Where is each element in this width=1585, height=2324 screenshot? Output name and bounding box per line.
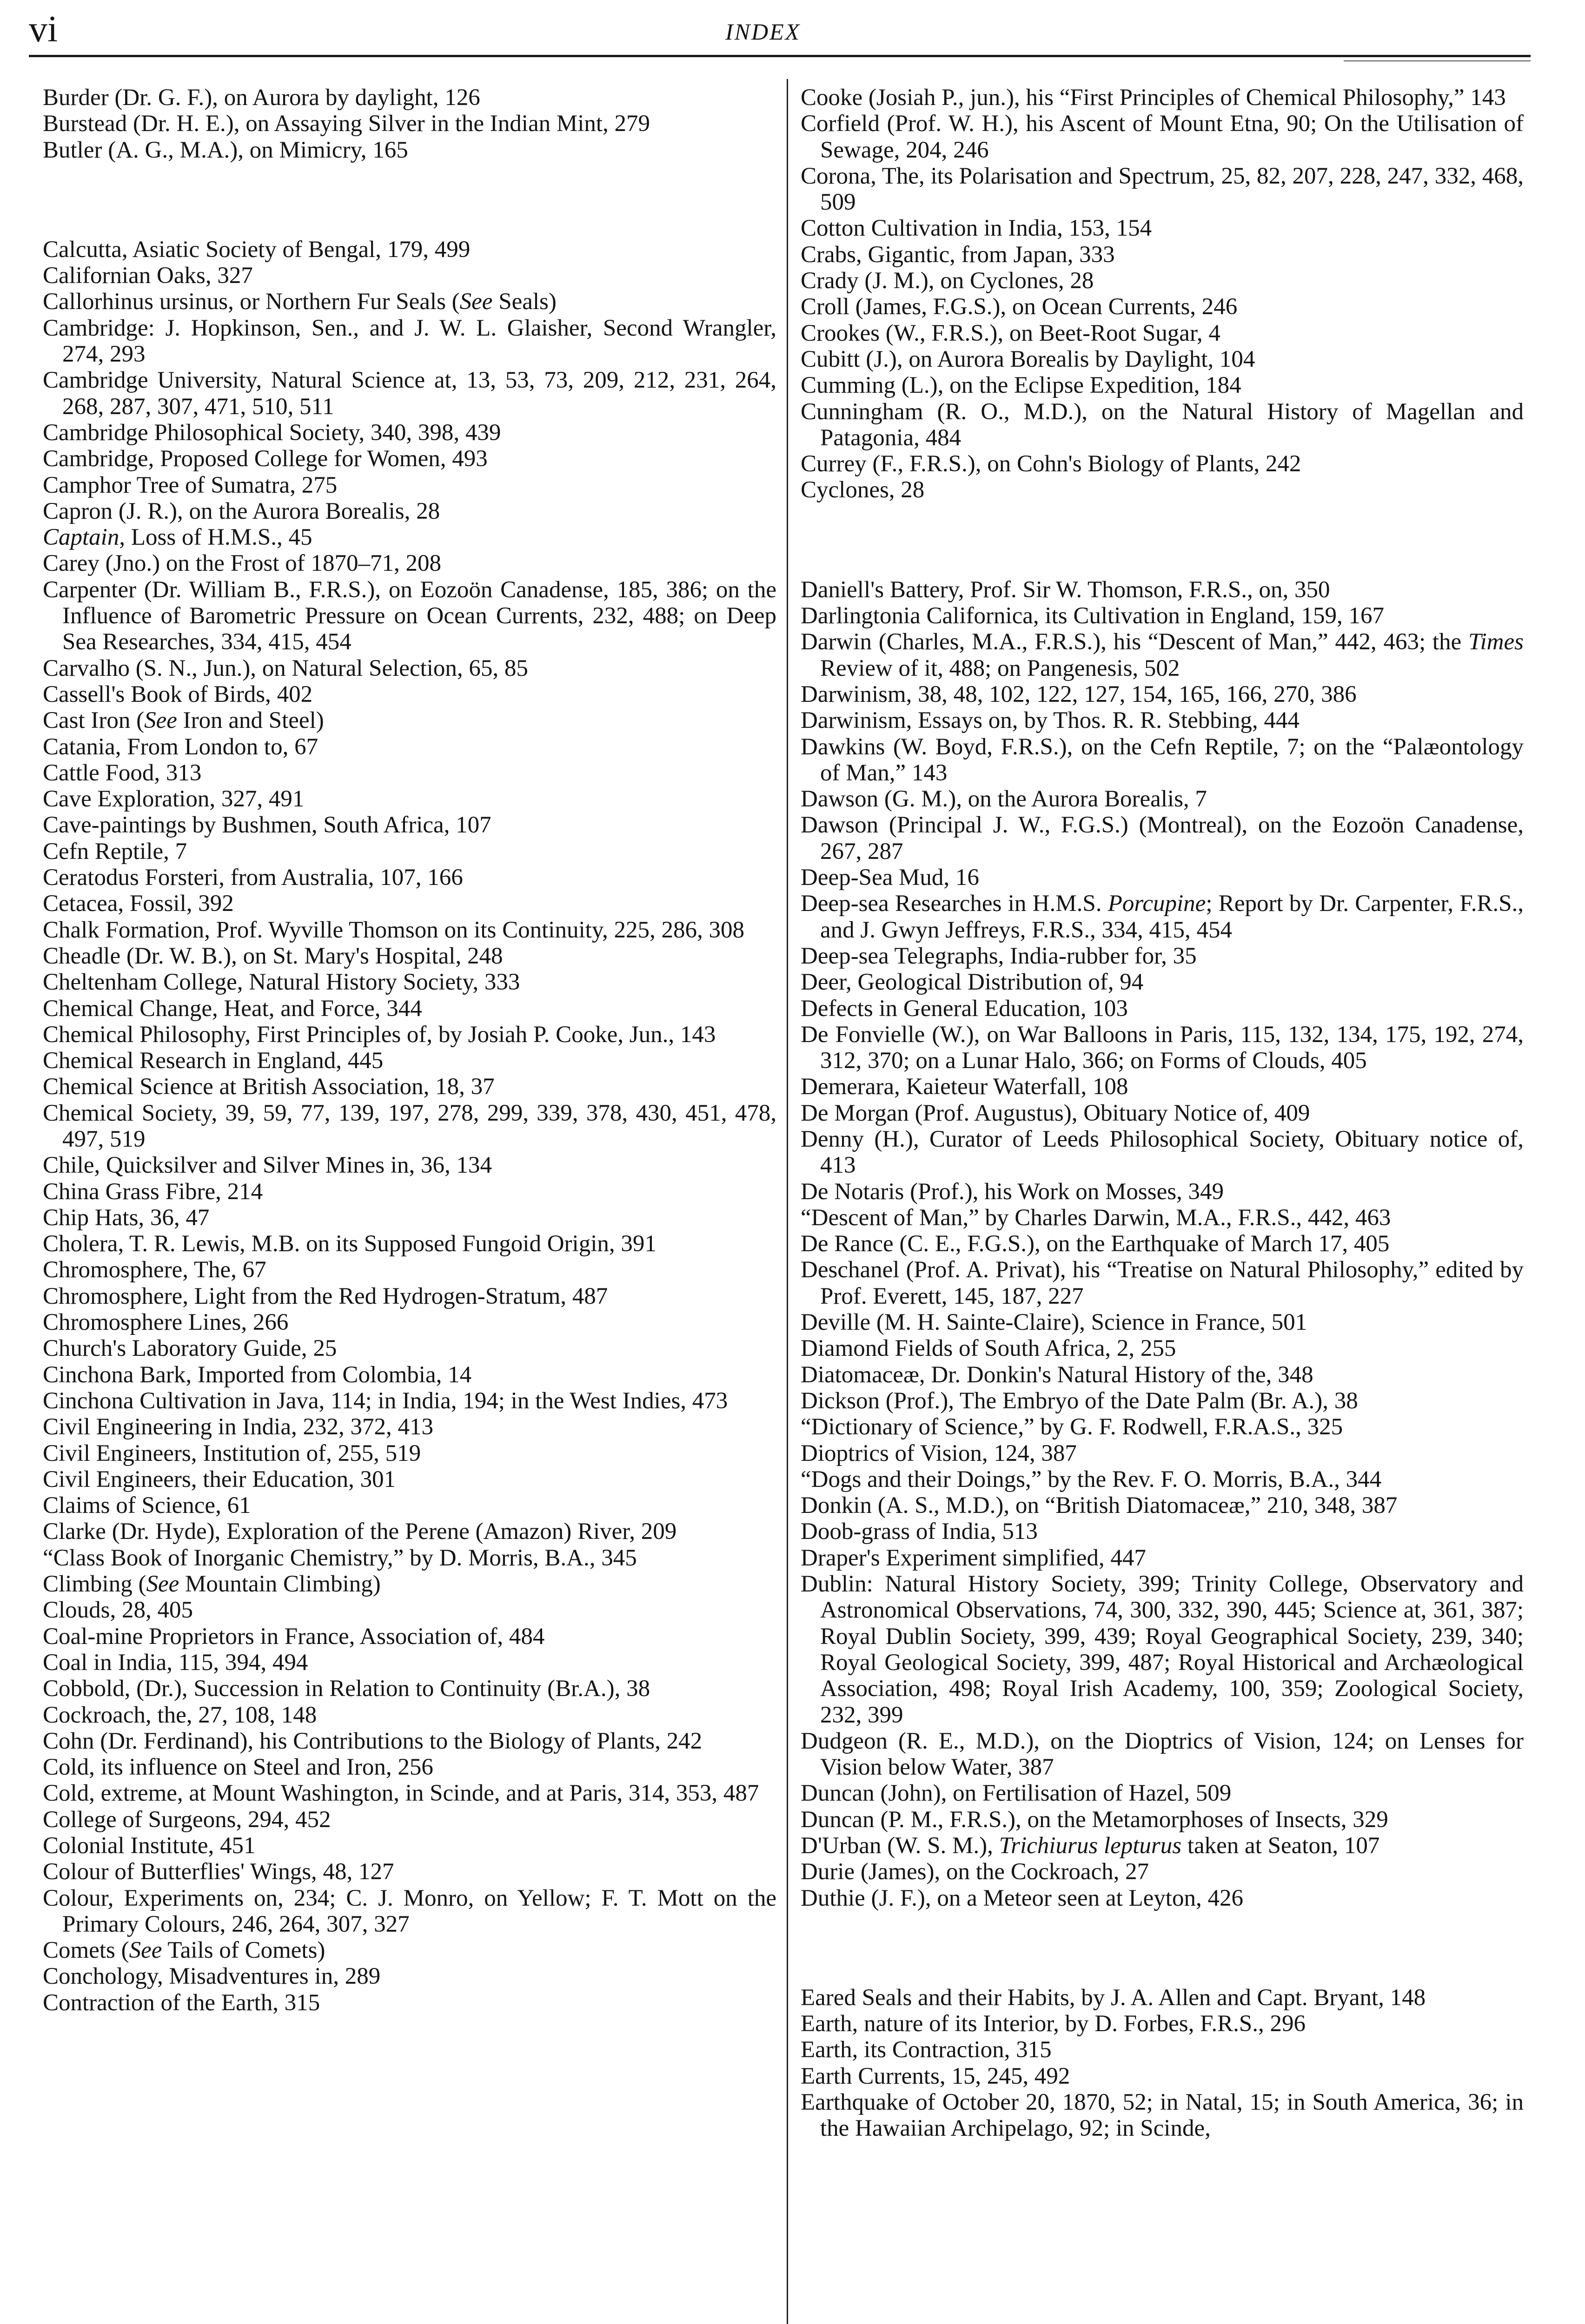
index-entry: Earth Currents, 15, 245, 492 xyxy=(801,2063,1070,2089)
index-entry: “Descent of Man,” by Charles Darwin, M.A., F.R.S., 442, 463 xyxy=(801,1204,1391,1231)
index-entry: China Grass Fibre, 214 xyxy=(43,1178,263,1205)
index-entry: Dawson (G. M.), on the Aurora Borealis, 7 xyxy=(801,786,1207,812)
index-entry: Contraction of the Earth, 315 xyxy=(43,1989,320,2016)
index-entry: Comets (See Tails of Comets) xyxy=(43,1937,325,1964)
index-entry: Cave-paintings by Bushmen, South Africa, 107 xyxy=(43,812,491,838)
index-entry: Deville (M. H. Sainte-Claire), Science in France, 501 xyxy=(801,1309,1307,1336)
index-entry: Cold, its influence on Steel and Iron, 256 xyxy=(43,1754,433,1781)
index-entry: D'Urban (W. S. M.), Trichiurus lepturus taken at Seaton, 107 xyxy=(801,1833,1380,1859)
index-entry: Diatomaceæ, Dr. Donkin's Natural History of the, 348 xyxy=(801,1361,1313,1388)
index-entry: Dioptrics of Vision, 124, 387 xyxy=(801,1440,1077,1466)
index-entry: Chemical Change, Heat, and Force, 344 xyxy=(43,995,422,1022)
index-entry: Dickson (Prof.), The Embryo of the Date Palm (Br. A.), 38 xyxy=(801,1387,1358,1414)
index-entry: “Dictionary of Science,” by G. F. Rodwell, F.R.A.S., 325 xyxy=(801,1414,1343,1440)
index-entry: De Rance (C. E., F.G.S.), on the Earthquake of March 17, 405 xyxy=(801,1231,1390,1257)
index-entry: Cohn (Dr. Ferdinand), his Contributions to the Biology of Plants, 242 xyxy=(43,1728,703,1754)
index-entry: Earthquake of October 20, 1870, 52; in Natal, 15; in South America, 36; in the Hawaiian Archipelago, 92; in Scinde, xyxy=(801,2089,1524,2142)
index-entry: Cholera, T. R. Lewis, M.B. on its Supposed Fungoid Origin, 391 xyxy=(43,1231,657,1257)
index-entry: “Dogs and their Doings,” by the Rev. F. O. Morris, B.A., 344 xyxy=(801,1466,1382,1492)
index-entry: Defects in General Education, 103 xyxy=(801,995,1128,1022)
index-entry: Cattle Food, 313 xyxy=(43,759,202,786)
index-entry: Colour, Experiments on, 234; C. J. Monro, on Yellow; F. T. Mott on the Primary Colours, 246, 264, 307, 327 xyxy=(43,1885,776,1937)
index-entry: Crookes (W., F.R.S.), on Beet-Root Sugar, 4 xyxy=(801,320,1220,346)
index-entry: Dublin: Natural History Society, 399; Trinity College, Observatory and Astronomical Observations, 74, 300, 332, 390, 445; Science at, 361, 387; Royal Dublin Society, 399, 439; Royal Geographical Society, 239, 340; Royal Geological Society, 399, 487; Royal Historical and Archæological Association, 498; Royal Irish Academy, 100, 359; Zoological Society, 232, 399 xyxy=(801,1571,1524,1728)
index-entry: Cinchona Bark, Imported from Colombia, 14 xyxy=(43,1361,472,1388)
index-entry: Deep-sea Researches in H.M.S. Porcupine; Report by Dr. Carpenter, F.R.S., and J. Gwyn Jeffreys, F.R.S., 334, 415, 454 xyxy=(801,891,1524,943)
index-entry: Cumming (L.), on the Eclipse Expedition, 184 xyxy=(801,372,1241,399)
index-entry: Clouds, 28, 405 xyxy=(43,1597,193,1624)
index-entry: Cold, extreme, at Mount Washington, in Scinde, and at Paris, 314, 353, 487 xyxy=(43,1780,759,1807)
index-entry: Chalk Formation, Prof. Wyville Thomson on its Continuity, 225, 286, 308 xyxy=(43,917,745,943)
index-entry: Cobbold, (Dr.), Succession in Relation to Continuity (Br.A.), 38 xyxy=(43,1676,650,1702)
index-entry: Eared Seals and their Habits, by J. A. Allen and Capt. Bryant, 148 xyxy=(801,1984,1426,2011)
column-divider xyxy=(787,79,788,2324)
index-entry: “Class Book of Inorganic Chemistry,” by D. Morris, B.A., 345 xyxy=(43,1545,637,1571)
index-entry: Duncan (P. M., F.R.S.), on the Metamorphoses of Insects, 329 xyxy=(801,1806,1388,1833)
index-entry: Darwinism, 38, 48, 102, 122, 127, 154, 165, 166, 270, 386 xyxy=(801,681,1357,707)
index-entry: Cambridge University, Natural Science at, 13, 53, 73, 209, 212, 231, 264, 268, 287, 307, 471, 510, 511 xyxy=(43,367,776,420)
index-entry: De Morgan (Prof. Augustus), Obituary Notice of, 409 xyxy=(801,1100,1310,1126)
index-entry: Currey (F., F.R.S.), on Cohn's Biology of Plants, 242 xyxy=(801,451,1301,477)
index-entry: Californian Oaks, 327 xyxy=(43,263,253,289)
index-entry: Camphor Tree of Sumatra, 275 xyxy=(43,472,338,498)
index-entry: Chile, Quicksilver and Silver Mines in, 36, 134 xyxy=(43,1152,492,1179)
index-entry: Cooke (Josiah P., jun.), his “First Principles of Chemical Philosophy,” 143 xyxy=(801,85,1506,111)
index-entry: Darwinism, Essays on, by Thos. R. R. Stebbing, 444 xyxy=(801,707,1300,734)
index-entry: Chromosphere Lines, 266 xyxy=(43,1309,289,1336)
index-entry: Carey (Jno.) on the Frost of 1870–71, 208 xyxy=(43,550,441,577)
index-entry: Darwin (Charles, M.A., F.R.S.), his “Descent of Man,” 442, 463; the Times Review of it, 488; on Pangenesis, 502 xyxy=(801,629,1524,681)
index-entry: Colonial Institute, 451 xyxy=(43,1833,256,1859)
index-entry: Carvalho (S. N., Jun.), on Natural Selection, 65, 85 xyxy=(43,655,528,681)
index-entry: Captain, Loss of H.M.S., 45 xyxy=(43,524,312,551)
index-entry: Civil Engineering in India, 232, 372, 413 xyxy=(43,1414,433,1440)
index-entry: Demerara, Kaieteur Waterfall, 108 xyxy=(801,1074,1128,1100)
index-entry: Cave Exploration, 327, 491 xyxy=(43,786,305,812)
index-entry: Capron (J. R.), on the Aurora Borealis, 28 xyxy=(43,498,440,524)
header-rule-secondary xyxy=(1344,60,1531,61)
index-entry: Cassell's Book of Birds, 402 xyxy=(43,681,313,707)
index-entry: Colour of Butterflies' Wings, 48, 127 xyxy=(43,1859,394,1885)
page-number: vi xyxy=(29,9,58,50)
index-entry: Cheadle (Dr. W. B.), on St. Mary's Hospital, 248 xyxy=(43,943,503,969)
index-entry: Cinchona Cultivation in Java, 114; in India, 194; in the West Indies, 473 xyxy=(43,1387,728,1414)
index-entry: Coal in India, 115, 394, 494 xyxy=(43,1649,308,1676)
index-column-left xyxy=(43,85,776,2016)
index-entry: Dudgeon (R. E., M.D.), on the Dioptrics of Vision, 124; on Lenses for Vision below Water, 387 xyxy=(801,1728,1524,1781)
index-entry: Doob-grass of India, 513 xyxy=(801,1519,1038,1545)
index-entry: Chemical Philosophy, First Principles of, by Josiah P. Cooke, Jun., 143 xyxy=(43,1021,716,1048)
index-entry: Deer, Geological Distribution of, 94 xyxy=(801,969,1144,996)
index-entry: Carpenter (Dr. William B., F.R.S.), on Eozoön Canadense, 185, 386; on the Influence of Barometric Pressure on Ocean Currents, 232, 488; on Deep Sea Researches, 334, 415, 454 xyxy=(43,576,776,655)
index-entry: Chip Hats, 36, 47 xyxy=(43,1204,210,1231)
index-entry: Cheltenham College, Natural History Society, 333 xyxy=(43,969,520,996)
index-entry: Burder (Dr. G. F.), on Aurora by daylight, 126 xyxy=(43,85,480,111)
index-entry: Cambridge, Proposed College for Women, 493 xyxy=(43,446,488,472)
index-entry: Dawkins (W. Boyd, F.R.S.), on the Cefn Reptile, 7; on the “Palæontology of Man,” 143 xyxy=(801,733,1524,786)
index-column-right xyxy=(801,85,1524,2142)
index-entry: Cockroach, the, 27, 108, 148 xyxy=(43,1702,317,1728)
index-entry: Duthie (J. F.), on a Meteor seen at Leyton, 426 xyxy=(801,1885,1243,1911)
index-entry: Claims of Science, 61 xyxy=(43,1492,251,1519)
index-entry: Ceratodus Forsteri, from Australia, 107, 166 xyxy=(43,865,463,891)
index-entry: De Fonvielle (W.), on War Balloons in Paris, 115, 132, 134, 175, 192, 274, 312, 370; on a Lunar Halo, 366; on Forms of Clouds, 405 xyxy=(801,1021,1524,1074)
index-entry: Chemical Society, 39, 59, 77, 139, 197, 278, 299, 339, 378, 430, 451, 478, 497, 519 xyxy=(43,1100,776,1152)
index-entry: Deschanel (Prof. A. Privat), his “Treatise on Natural Philosophy,” edited by Prof. Everett, 145, 187, 227 xyxy=(801,1257,1524,1309)
section-gap xyxy=(801,1935,1524,1961)
header-rule xyxy=(29,55,1531,57)
index-entry: Cyclones, 28 xyxy=(801,477,925,503)
index-entry: Burstead (Dr. H. E.), on Assaying Silver in the Indian Mint, 279 xyxy=(43,111,650,137)
index-entry: Deep-Sea Mud, 16 xyxy=(801,865,979,891)
index-entry: Duncan (John), on Fertilisation of Hazel, 509 xyxy=(801,1780,1232,1807)
index-entry: Church's Laboratory Guide, 25 xyxy=(43,1335,337,1362)
index-entry: Climbing (See Mountain Climbing) xyxy=(43,1571,381,1598)
index-entry: Butler (A. G., M.A.), on Mimicry, 165 xyxy=(43,137,408,163)
index-entry: Earth, its Contraction, 315 xyxy=(801,2037,1052,2063)
index-entry: Cast Iron (See Iron and Steel) xyxy=(43,707,324,734)
index-entry: Chromosphere, Light from the Red Hydrogen-Stratum, 487 xyxy=(43,1283,608,1309)
index-entry: Corfield (Prof. W. H.), his Ascent of Mount Etna, 90; On the Utilisation of Sewage, 204, 246 xyxy=(801,111,1524,163)
index-entry: Cunningham (R. O., M.D.), on the Natural History of Magellan and Patagonia, 484 xyxy=(801,398,1524,451)
index-entry: Croll (James, F.G.S.), on Ocean Currents, 246 xyxy=(801,294,1238,320)
index-entry: Cambridge Philosophical Society, 340, 398, 439 xyxy=(43,419,501,446)
index-entry: Cetacea, Fossil, 392 xyxy=(43,891,234,917)
index-entry: Cefn Reptile, 7 xyxy=(43,838,187,865)
index-entry: Daniell's Battery, Prof. Sir W. Thomson, F.R.S., on, 350 xyxy=(801,576,1330,603)
index-entry: Diamond Fields of South Africa, 2, 255 xyxy=(801,1335,1176,1362)
index-entry: Draper's Experiment simplified, 447 xyxy=(801,1545,1146,1571)
index-entry: Donkin (A. S., M.D.), on “British Diatomaceæ,” 210, 348, 387 xyxy=(801,1492,1398,1519)
index-entry: Cambridge: J. Hopkinson, Sen., and J. W. L. Glaisher, Second Wrangler, 274, 293 xyxy=(43,315,776,368)
index-entry: Darlingtonia Californica, its Cultivation in England, 159, 167 xyxy=(801,603,1384,629)
section-gap xyxy=(801,527,1524,553)
index-entry: College of Surgeons, 294, 452 xyxy=(43,1806,331,1833)
index-entry: Durie (James), on the Cockroach, 27 xyxy=(801,1859,1149,1885)
index-entry: Deep-sea Telegraphs, India-rubber for, 35 xyxy=(801,943,1197,969)
index-entry: Civil Engineers, their Education, 301 xyxy=(43,1466,396,1492)
index-entry: Cubitt (J.), on Aurora Borealis by Daylight, 104 xyxy=(801,346,1255,372)
index-entry: Cotton Cultivation in India, 153, 154 xyxy=(801,215,1152,242)
index-entry: Chemical Research in England, 445 xyxy=(43,1048,384,1074)
index-entry: Corona, The, its Polarisation and Spectrum, 25, 82, 207, 228, 247, 332, 468, 509 xyxy=(801,163,1524,216)
index-entry: Coal-mine Proprietors in France, Association of, 484 xyxy=(43,1623,545,1650)
index-entry: Callorhinus ursinus, or Northern Fur Seals (See Seals) xyxy=(43,289,557,315)
index-entry: Catania, From London to, 67 xyxy=(43,733,318,760)
index-entry: Clarke (Dr. Hyde), Exploration of the Perene (Amazon) River, 209 xyxy=(43,1519,677,1545)
index-entry: Calcutta, Asiatic Society of Bengal, 179, 499 xyxy=(43,236,471,263)
index-entry: De Notaris (Prof.), his Work on Mosses, 349 xyxy=(801,1178,1224,1205)
index-entry: Crady (J. M.), on Cyclones, 28 xyxy=(801,268,1094,294)
section-gap xyxy=(43,187,776,213)
index-entry: Denny (H.), Curator of Leeds Philosophical Society, Obituary notice of, 413 xyxy=(801,1126,1524,1179)
index-entry: Dawson (Principal J. W., F.G.S.) (Montreal), on the Eozoön Canadense, 267, 287 xyxy=(801,812,1524,865)
index-entry: Earth, nature of its Interior, by D. Forbes, F.R.S., 296 xyxy=(801,2011,1306,2037)
index-entry: Chemical Science at British Association, 18, 37 xyxy=(43,1074,495,1100)
index-entry: Conchology, Misadventures in, 289 xyxy=(43,1963,381,1990)
running-title: INDEX xyxy=(725,19,801,45)
index-entry: Crabs, Gigantic, from Japan, 333 xyxy=(801,241,1115,268)
index-entry: Civil Engineers, Institution of, 255, 519 xyxy=(43,1440,421,1466)
index-entry: Chromosphere, The, 67 xyxy=(43,1257,266,1283)
